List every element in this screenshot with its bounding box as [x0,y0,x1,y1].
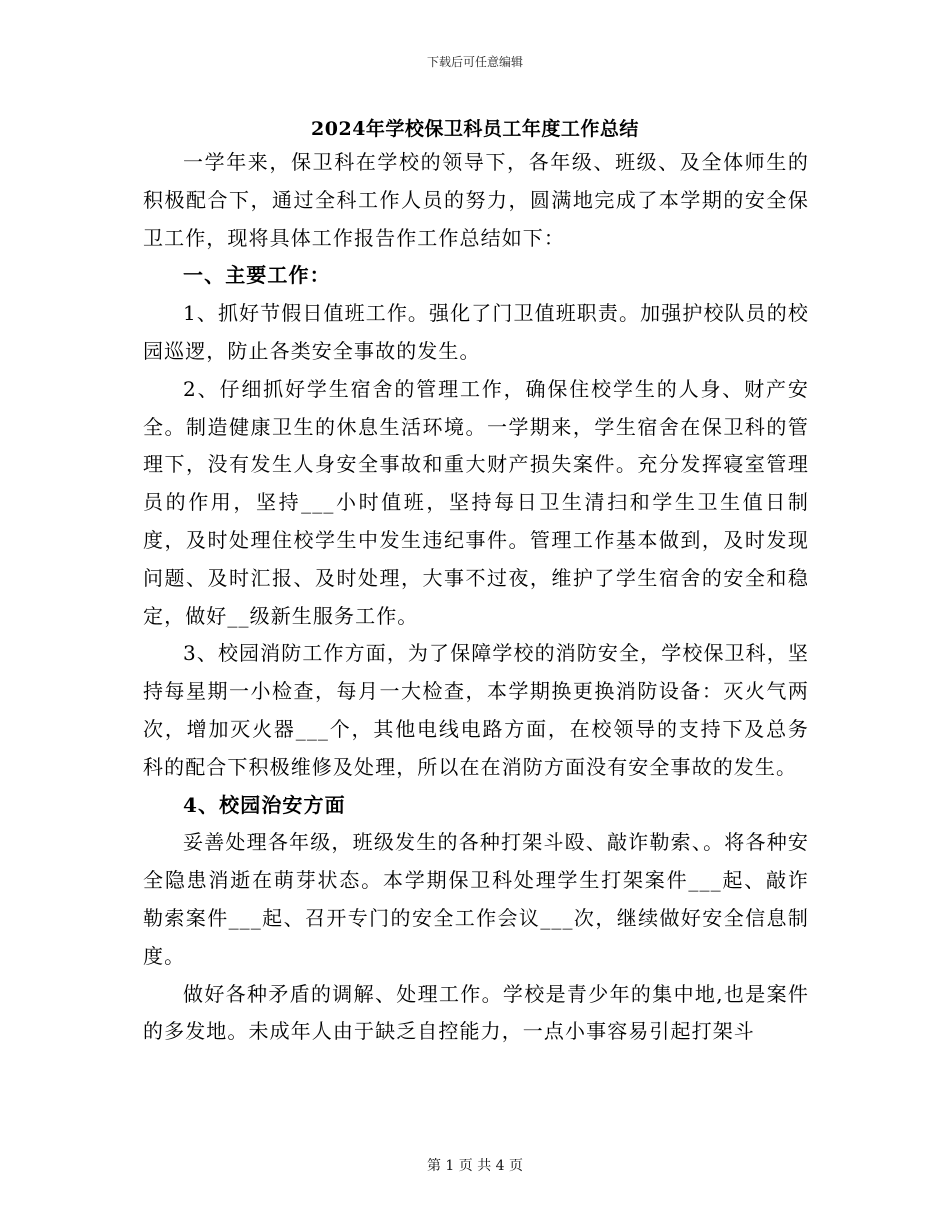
page-header-note: 下载后可任意编辑 [426,55,523,69]
paragraph-mediation: 做好各种矛盾的调解、处理工作。学校是青少年的集中地,也是案件的多发地。未成年人由于缺乏自控能力，一点小事容易引起打架斗 [143,981,809,1044]
paragraph-item-3: 3、校园消防工作方面，为了保障学校的消防安全，学校保卫科，坚持每星期一小检查，每月一大检查，本学期换更换消防设备：灭火气两次，增加灭火器___个，其他电线电路方面，在校领导的支持下及总务科的配合下积极维修及处理，所以在在消防方面没有安全事故的发生。 [143,641,809,779]
document-title: 2024年学校保卫科员工年度工作总结 [311,118,639,140]
paragraph-item-2: 2、仔细抓好学生宿舍的管理工作，确保住校学生的人身、财产安全。制造健康卫生的休息生活环境。一学期来，学生宿舍在保卫科的管理下，没有发生人身安全事故和重大财产损失案件。充分发挥寝室管理员的作用，坚持___小时值班，坚持每日卫生清扫和学生卫生值日制度，及时处理住校学生中发生违纪事件。管理工作基本做到，及时发现问题、及时汇报、及时处理，大事不过夜，维护了学生宿舍的安全和稳定，做好__级新生服务工作。 [143,376,809,628]
section-heading-campus-security: 4、校园治安方面 [183,792,346,817]
paragraph-campus-security: 妥善处理各年级，班级发生的各种打架斗殴、敲诈勒索、。将各种安全隐患消逝在萌芽状态。本学期保卫科处理学生打架案件___起、敲诈勒索案件___起、召开专门的安全工作会议___次，继续做好安全信息制度。 [143,830,809,968]
paragraph-intro: 一学年来，保卫科在学校的领导下，各年级、班级、及全体师生的积极配合下，通过全科工作人员的努力，圆满地完成了本学期的安全保卫工作，现将具体工作报告作工作总结如下： [143,150,809,250]
section-heading-main-work: 一、主要工作： [183,263,331,288]
page-number-footer: 第 1 页 共 4 页 [426,1158,524,1174]
paragraph-item-1: 1、抓好节假日值班工作。强化了门卫值班职责。加强护校队员的校园巡逻，防止各类安全事故的发生。 [143,301,809,363]
document-body [143,144,809,1051]
